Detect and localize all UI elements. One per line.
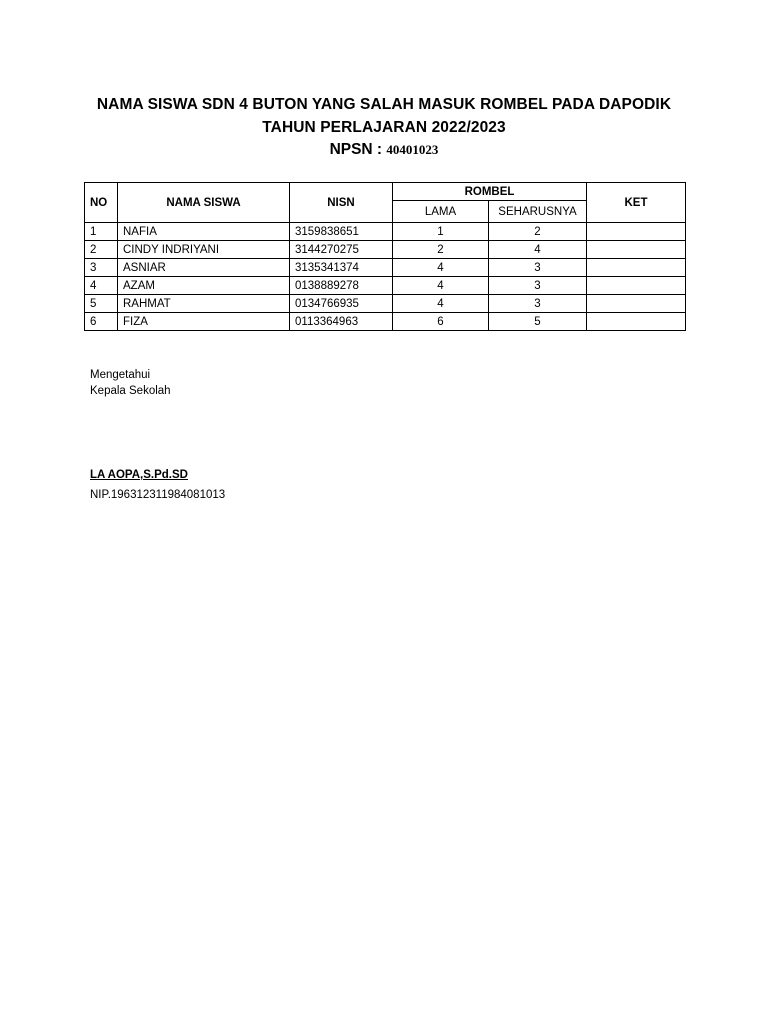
cell-seharusnya: 3: [489, 295, 587, 313]
signature-nip: NIP.196312311984081013: [90, 489, 226, 501]
cell-lama: 4: [393, 295, 489, 313]
cell-ket: [587, 313, 686, 331]
header-seharusnya: SEHARUSNYA: [489, 201, 587, 223]
header-nama-siswa: NAMA SISWA: [118, 183, 290, 223]
header-lama: LAMA: [393, 201, 489, 223]
signature-name: LA AOPA,S.Pd.SD: [90, 469, 188, 481]
cell-nisn: 3135341374: [290, 259, 393, 277]
table-row: [85, 259, 686, 277]
cell-nisn: 3159838651: [290, 223, 393, 241]
cell-nisn: 0113364963: [290, 313, 393, 331]
cell-ket: [587, 259, 686, 277]
table-row: [85, 241, 686, 259]
cell-ket: [587, 241, 686, 259]
cell-seharusnya: 5: [489, 313, 587, 331]
npsn-label: NPSN :: [329, 141, 383, 158]
cell-no: 4: [85, 277, 118, 295]
cell-no: 3: [85, 259, 118, 277]
cell-nama: ASNIAR: [118, 259, 290, 277]
cell-nama: NAFIA: [118, 223, 290, 241]
cell-no: 6: [85, 313, 118, 331]
table-row: [85, 223, 686, 241]
cell-nisn: 0138889278: [290, 277, 393, 295]
cell-seharusnya: 3: [489, 277, 587, 295]
cell-seharusnya: 3: [489, 259, 587, 277]
header-ket: KET: [587, 183, 686, 223]
signature-role: Kepala Sekolah: [90, 385, 171, 397]
cell-ket: [587, 277, 686, 295]
document-title-line2: TAHUN PERLAJARAN 2022/2023: [262, 119, 506, 136]
header-no: NO: [85, 183, 118, 223]
cell-lama: 4: [393, 259, 489, 277]
table-row: [85, 295, 686, 313]
cell-seharusnya: 2: [489, 223, 587, 241]
table-header-row: [85, 183, 686, 201]
signature-acknowledgement: Mengetahui: [90, 369, 151, 381]
header-nisn: NISN: [290, 183, 393, 223]
cell-lama: 4: [393, 277, 489, 295]
student-table: [84, 182, 686, 331]
npsn-value: 40401023: [386, 142, 439, 157]
cell-nama: FIZA: [118, 313, 290, 331]
cell-no: 2: [85, 241, 118, 259]
cell-nama: AZAM: [118, 277, 290, 295]
cell-nama: RAHMAT: [118, 295, 290, 313]
cell-ket: [587, 223, 686, 241]
cell-nama: CINDY INDRIYANI: [118, 241, 290, 259]
cell-lama: 1: [393, 223, 489, 241]
table-row: [85, 313, 686, 331]
table-row: [85, 277, 686, 295]
cell-nisn: 3144270275: [290, 241, 393, 259]
document-title-line1: NAMA SISWA SDN 4 BUTON YANG SALAH MASUK ROMBEL PADA DAPODIK: [96, 96, 672, 113]
cell-no: 1: [85, 223, 118, 241]
cell-no: 5: [85, 295, 118, 313]
cell-seharusnya: 4: [489, 241, 587, 259]
cell-nisn: 0134766935: [290, 295, 393, 313]
header-rombel: ROMBEL: [393, 183, 587, 201]
cell-lama: 2: [393, 241, 489, 259]
npsn-line: [0, 140, 768, 160]
cell-ket: [587, 295, 686, 313]
cell-lama: 6: [393, 313, 489, 331]
